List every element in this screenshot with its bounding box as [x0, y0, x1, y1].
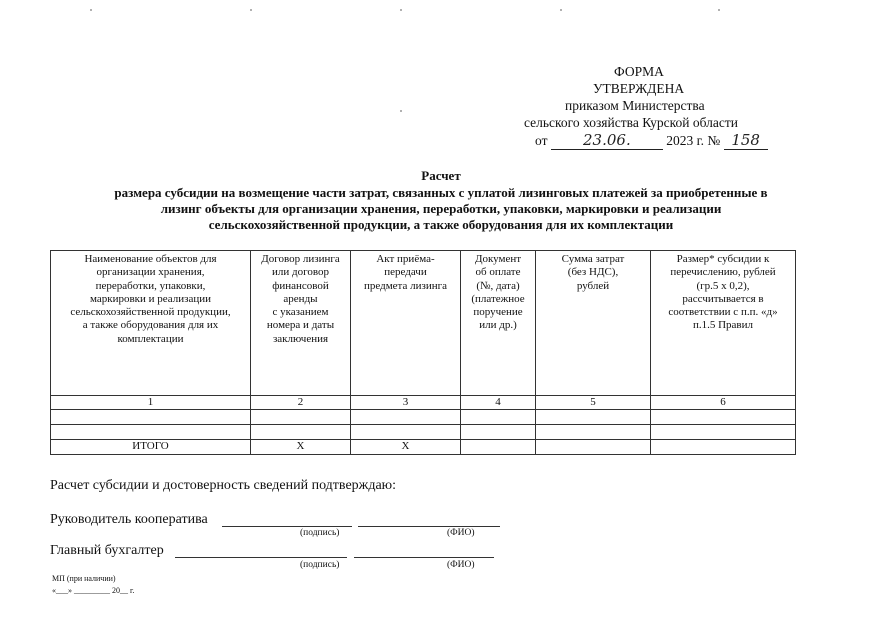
table-cell	[251, 410, 351, 425]
header-payment-document: Документ об оплате (№, дата) (платежное поручение или др.)	[461, 251, 536, 396]
column-number: 5	[536, 396, 651, 410]
scan-mark	[718, 9, 720, 11]
total-col3-mark: Х	[351, 440, 461, 454]
accountant-fio-caption: (ФИО)	[447, 560, 475, 570]
table-cell	[51, 425, 251, 440]
document-title: Расчет	[421, 168, 461, 183]
scan-mark	[400, 110, 402, 112]
order-date-field	[551, 131, 663, 150]
order-number-handwritten: 158	[731, 131, 760, 149]
ministry-label: сельского хозяйства Курской области	[524, 115, 739, 130]
header-lease-contract: Договор лизинга или договор финансовой аренды с указанием номера и даты заключения	[251, 251, 351, 396]
header-object-name: Наименование объектов для организации хранения, переработки, упаковки, маркировки и реализации сельскохозяйственной продукции, а также оборудования для их комплектации	[51, 251, 251, 396]
order-number-field	[724, 131, 768, 150]
table-row	[51, 425, 796, 440]
header-subsidy-amount: Размер* субсидии к перечислению, рублей (гр.5 х 0,2), рассчитывается в соответствии с п.п. «д» п.1.5 Правил	[651, 251, 796, 396]
from-label: от	[535, 133, 548, 148]
head-fio-line	[358, 526, 500, 527]
year-label: 2023 г. №	[666, 133, 721, 148]
column-number: 1	[51, 396, 251, 410]
table-cell	[351, 410, 461, 425]
table-cell	[536, 425, 651, 440]
document-subtitle-3: сельскохозяйственной продукции, а также оборудования для их комплектации	[208, 217, 674, 232]
table-cell	[651, 425, 796, 440]
table-cell	[651, 410, 796, 425]
scan-mark	[400, 9, 402, 11]
header-acceptance-act: Акт приёма- передачи предмета лизинга	[351, 251, 461, 396]
head-signature-caption: (подпись)	[300, 528, 340, 538]
table-cell	[536, 410, 651, 425]
table-cell	[351, 425, 461, 440]
scan-mark	[250, 9, 252, 11]
table-row	[51, 410, 796, 425]
date-line: «___» _________ 20__ г.	[52, 586, 135, 595]
column-number: 6	[651, 396, 796, 410]
order-date-handwritten: 23.06.	[583, 131, 631, 149]
column-number: 4	[461, 396, 536, 410]
accountant-signature-line	[175, 557, 347, 558]
stamp-label: МП (при наличии)	[52, 574, 116, 583]
column-number-row	[51, 396, 796, 410]
scan-mark	[90, 9, 92, 11]
order-date-line	[535, 131, 768, 150]
head-fio-caption: (ФИО)	[447, 528, 475, 538]
document-subtitle-2: лизинг объекты для организации хранения, переработки, упаковки, маркировки и реализации	[160, 201, 722, 216]
table-cell	[461, 425, 536, 440]
subsidy-table	[50, 250, 796, 455]
table-cell	[536, 440, 651, 454]
table-cell	[461, 410, 536, 425]
accountant-fio-line	[354, 557, 494, 558]
accountant-label: Главный бухгалтер	[50, 543, 164, 558]
total-label: ИТОГО	[51, 440, 251, 454]
approved-label: УТВЕРЖДЕНА	[593, 81, 685, 96]
accountant-signature-caption: (подпись)	[300, 560, 340, 570]
confirmation-text: Расчет субсидии и достоверность сведений подтверждаю:	[50, 478, 397, 493]
table-cell	[461, 440, 536, 454]
table-cell	[651, 440, 796, 454]
order-label: приказом Министерства	[565, 98, 705, 113]
column-number: 3	[351, 396, 461, 410]
form-label: ФОРМА	[614, 64, 664, 79]
total-col2-mark: Х	[251, 440, 351, 454]
scan-mark	[560, 9, 562, 11]
head-signature-line	[222, 526, 352, 527]
column-number: 2	[251, 396, 351, 410]
total-row	[51, 440, 796, 454]
head-label: Руководитель кооператива	[50, 512, 208, 527]
table-cell	[51, 410, 251, 425]
document-subtitle-1: размера субсидии на возмещение части затрат, связанных с уплатой лизинговых платежей за приобретенные в	[114, 185, 768, 200]
header-cost-amount: Сумма затрат (без НДС), рублей	[536, 251, 651, 396]
table-header-row	[51, 251, 796, 396]
table-cell	[251, 425, 351, 440]
